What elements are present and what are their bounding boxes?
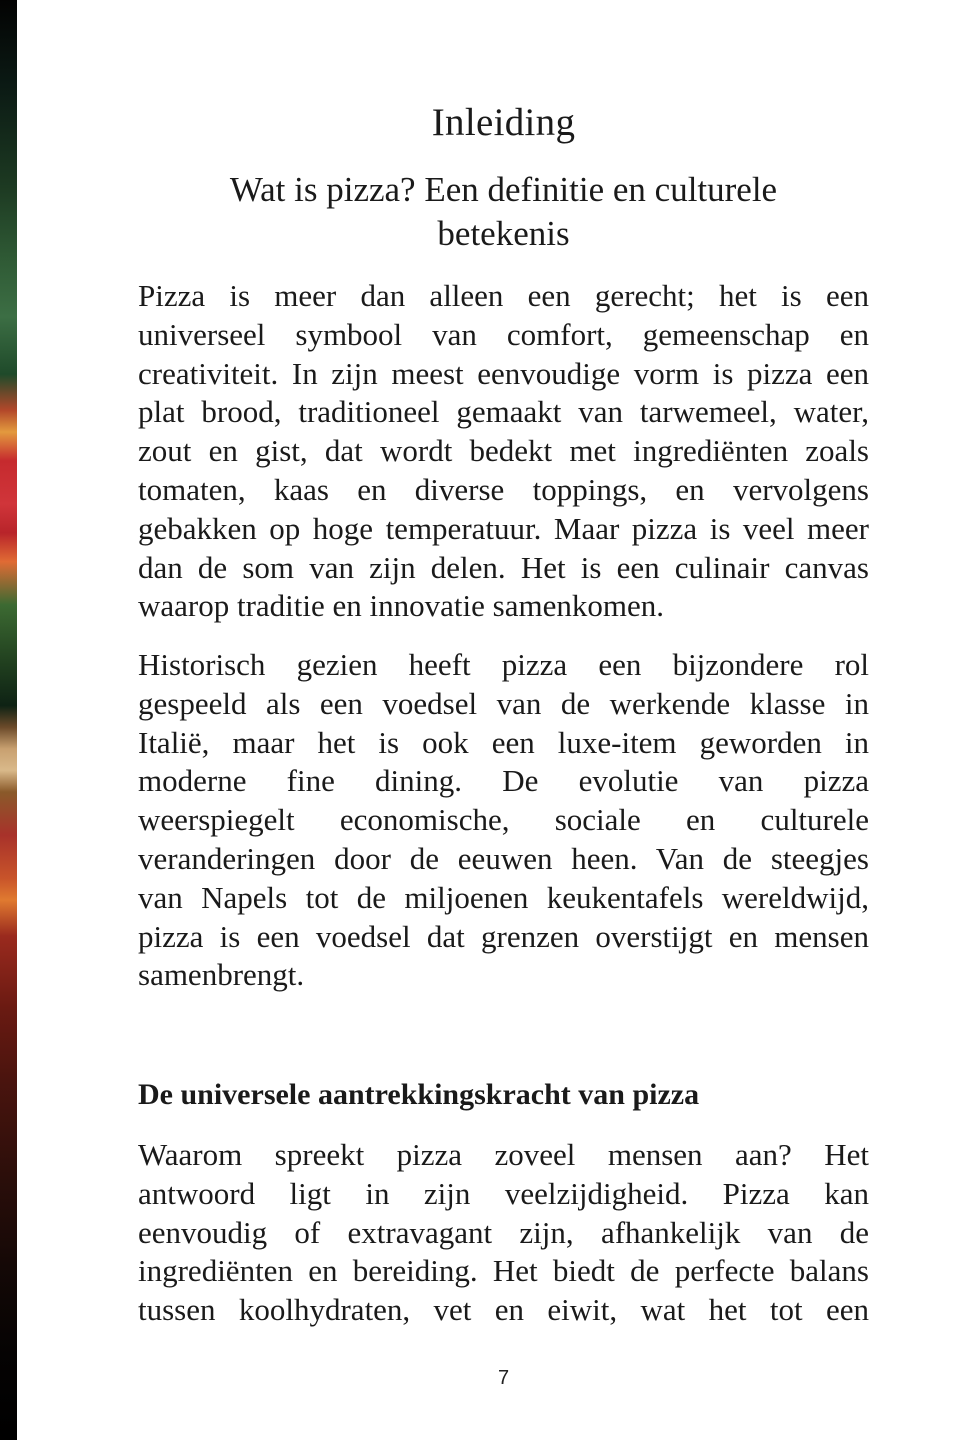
paragraph-definition xyxy=(138,277,869,626)
section-title-line: betekenis xyxy=(437,214,570,253)
text-line: dan de som van zijn delen. Het is een culinair canvas xyxy=(138,549,869,585)
section-title-line: Wat is pizza? Een definitie en culturele xyxy=(229,170,778,209)
text-line: weerspiegelt economische, sociale en culturele xyxy=(138,802,869,838)
text-line: eenvoudig of extravagant zijn, afhankelijk van de xyxy=(138,1214,869,1250)
sub-heading: De universele aantrekkingskracht van pizza xyxy=(138,1078,700,1111)
text-line: moderne fine dining. De evolutie van pizza xyxy=(138,763,869,799)
text-line: plat brood, traditioneel gemaakt van tarwemeel, water, xyxy=(138,394,869,430)
text-line: universeel symbool van comfort, gemeenschap en xyxy=(138,316,869,352)
text-line: tomaten, kaas en diverse toppings, en vervolgens xyxy=(138,471,869,507)
text-line: ingrediënten en bereiding. Het biedt de perfecte balans xyxy=(138,1253,869,1289)
text-line: antwoord ligt in zijn veelzijdigheid. Pizza kan xyxy=(138,1175,869,1211)
text-line: tussen koolhydraten, vet en eiwit, wat het tot een xyxy=(138,1292,869,1328)
text-line: zout en gist, dat wordt bedekt met ingrediënten zoals xyxy=(138,433,869,469)
page-number: 7 xyxy=(497,1367,510,1389)
chapter-title: Inleiding xyxy=(431,101,576,144)
text-line: pizza is een voedsel dat grenzen overstijgt en mensen xyxy=(138,918,869,954)
text-line: creativiteit. In zijn meest eenvoudige vorm is pizza een xyxy=(138,355,869,391)
text-line: samenbrengt. xyxy=(138,957,305,993)
text-line: gespeeld als een voedsel van de werkende klasse in xyxy=(138,685,869,721)
text-line: van Napels tot de miljoenen keukentafels wereldwijd, xyxy=(138,879,869,915)
text-line: gebakken op hoge temperatuur. Maar pizza is veel meer xyxy=(138,510,869,546)
text-line: Historisch gezien heeft pizza een bijzondere rol xyxy=(138,647,869,682)
paragraph-history xyxy=(138,646,869,995)
text-line: Waarom spreekt pizza zoveel mensen aan? Het xyxy=(138,1137,869,1172)
text-line: Pizza is meer dan alleen een gerecht; het is een xyxy=(138,278,869,313)
text-line: Italië, maar het is ook een luxe-item geworden in xyxy=(138,724,869,760)
pizza-cover-image-strip xyxy=(0,0,17,1440)
section-title xyxy=(138,168,869,256)
text-line: veranderingen door de eeuwen heen. Van de steegjes xyxy=(138,840,869,876)
text-line: waarop traditie en innovatie samenkomen. xyxy=(138,588,664,624)
paragraph-appeal xyxy=(138,1136,869,1330)
